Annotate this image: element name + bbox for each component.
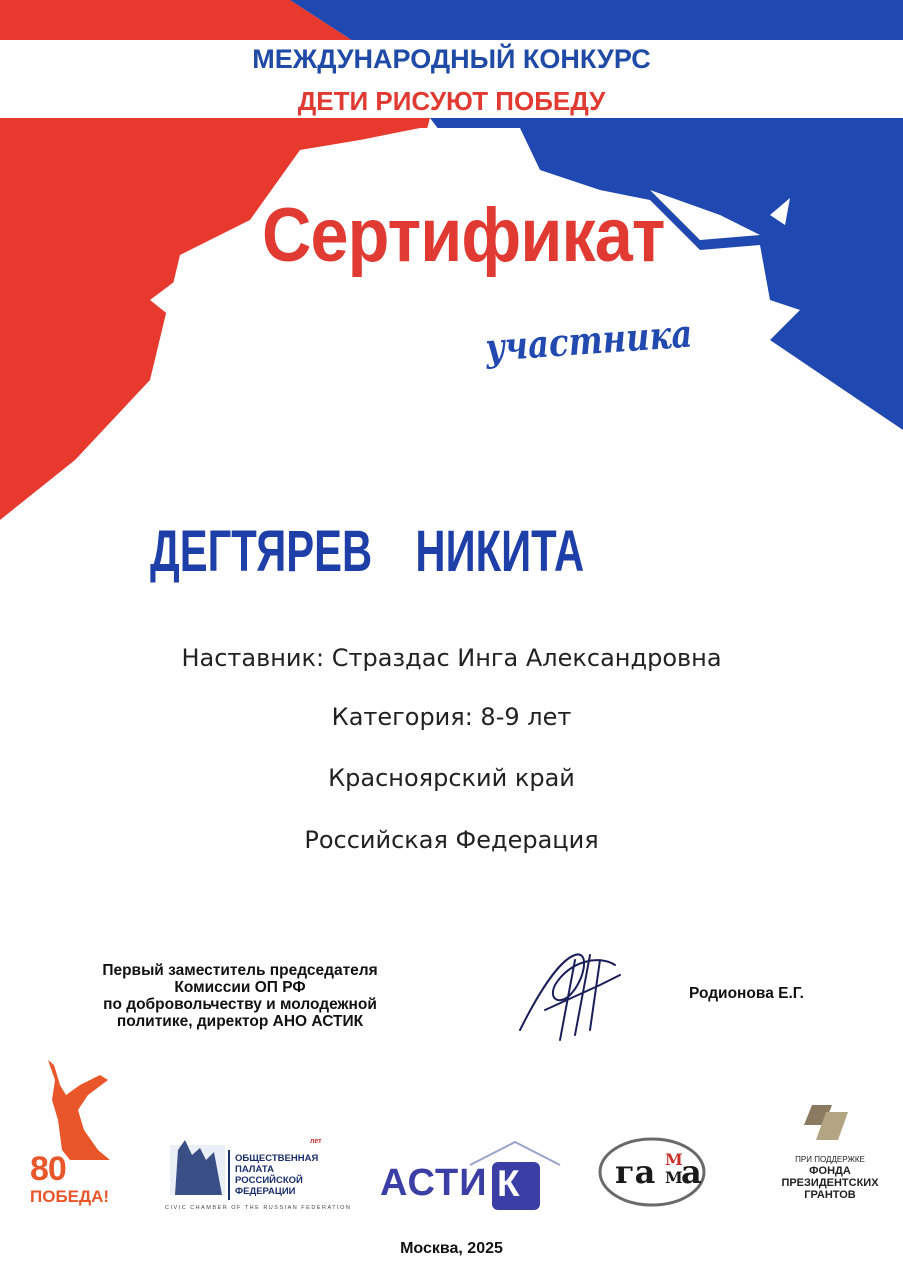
signatory-position-line: Первый заместитель председателя [102, 962, 378, 979]
victory80-word: ПОБЕДА! [30, 1187, 110, 1206]
civic-chamber-line: РОССИЙСКОЙ [235, 1175, 303, 1186]
category-line: Категория: 8-9 лет [331, 703, 572, 731]
astik-logo-letter: К [497, 1163, 520, 1204]
certificate-subtitle: участника [484, 310, 694, 370]
signatory-name: Родионова Е.Г. [689, 985, 804, 1002]
signatory-position-line: Комиссии ОП РФ [174, 979, 306, 996]
gama-logo-a: а [681, 1153, 702, 1191]
victory80-number: 80 [30, 1150, 66, 1188]
contest-title: МЕЖДУНАРОДНЫЙ КОНКУРС [252, 44, 651, 74]
signatory-position-line: политике, директор АНО АСТИК [116, 1013, 364, 1030]
civic-chamber-emblem-icon [170, 1140, 230, 1200]
contest-subtitle: ДЕТИ РИСУЮТ ПОБЕДУ [297, 86, 606, 116]
civic-chamber-line: ФЕДЕРАЦИИ [235, 1186, 296, 1197]
civic-chamber-english: CIVIC CHAMBER OF THE RUSSIAN FEDERATION [165, 1205, 352, 1211]
mentor-line: Наставник: Страздас Инга Александровна [181, 644, 722, 672]
country-line: Российская Федерация [304, 826, 599, 854]
city-year: Москва, 2025 [400, 1240, 503, 1257]
gama-logo-m-bottom: М [665, 1168, 683, 1187]
civic-chamber-line: ПАЛАТА [235, 1164, 274, 1175]
participant-last-name: ДЕГТЯРЕВ [150, 519, 373, 584]
grants-fund-line: ФОНДА [809, 1165, 851, 1177]
civic-chamber-text [235, 1153, 318, 1197]
astik-logo-text: АСТИ [380, 1162, 488, 1204]
participant-name [150, 518, 616, 585]
signatory-position-line: по добровольчеству и молодежной [103, 996, 377, 1013]
grants-fund-line: ПРЕЗИДЕНТСКИХ [781, 1177, 879, 1189]
grants-fund-line: ГРАНТОВ [804, 1189, 856, 1201]
grants-fund-support: ПРИ ПОДДЕРЖКЕ [795, 1155, 865, 1164]
civic-chamber-line: ОБЩЕСТВЕННАЯ [235, 1153, 319, 1164]
gama-logo-m-top: М [665, 1150, 683, 1169]
region-line: Красноярский край [328, 764, 575, 792]
certificate-title: Сертификат [262, 193, 665, 278]
participant-first-name: НИКИТА [415, 519, 585, 584]
civic-chamber-years: лет [310, 1138, 322, 1145]
signatory-position [40, 962, 440, 1030]
gama-logo-ga: га [615, 1153, 656, 1191]
grants-fund-logo [770, 1155, 890, 1201]
